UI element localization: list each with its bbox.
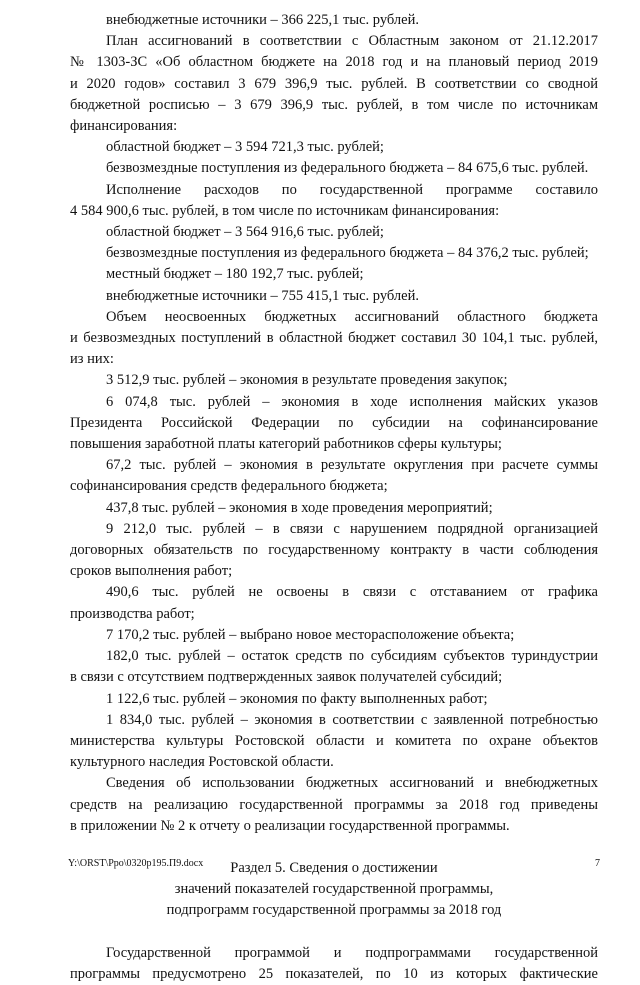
text-line: 182,0 тыс. рублей – остаток средств по субсидиям субъектов туриндустрии <box>106 648 598 665</box>
text-line: безвозмездные поступления из федерального бюджета – 84 376,2 тыс. рублей; <box>106 245 589 262</box>
text-line: финансирования: <box>70 118 178 135</box>
text-line: средств на реализацию государственной программы за 2018 год приведены <box>70 796 598 813</box>
text-line: местный бюджет – 180 192,7 тыс. рублей; <box>106 266 364 283</box>
text-line: и безвозмездных поступлений в областной бюджет составил 30 104,1 тыс. рублей, <box>70 330 598 347</box>
footer-file-path: Y:\ORST\Ppo\0320p195.П9.docx <box>68 858 204 869</box>
text-line: в связи с отсутствием подтвержденных заявок получателей субсидий; <box>70 669 503 686</box>
text-line: софинансирования средств федерального бюджета; <box>70 478 388 495</box>
text-line: № 1303-ЗС «Об областном бюджете на 2018 год и на плановый период 2019 <box>70 54 598 71</box>
document-page <box>70 10 598 985</box>
text-line: 3 512,9 тыс. рублей – экономия в результате проведения закупок; <box>106 372 508 389</box>
text-line: программы предусмотрено 25 показателей, по 10 из которых фактические <box>70 965 598 982</box>
text-line: внебюджетные источники – 366 225,1 тыс. рублей. <box>106 12 419 28</box>
text-line: договорных обязательств по государственному контракту в части соблюдения <box>70 542 598 559</box>
text-line: 9 212,0 тыс. рублей – в связи с нарушением подрядной организацией <box>106 520 598 537</box>
text-line: Президента Российской Федерации по субсидии на софинансирование <box>70 414 598 431</box>
text-line: внебюджетные источники – 755 415,1 тыс. рублей. <box>106 287 419 304</box>
text-line: Государственной программой и подпрограммами государственной <box>106 944 598 961</box>
text-line: повышения заработной платы категорий работников сферы культуры; <box>70 436 502 453</box>
text-line: План ассигнований в соответствии с Областным законом от 21.12.2017 <box>106 33 598 50</box>
text-line: 67,2 тыс. рублей – экономия в результате округления при расчете суммы <box>106 457 598 474</box>
text-line: областной бюджет – 3 564 916,6 тыс. рублей; <box>106 224 384 241</box>
blank-line <box>70 922 598 943</box>
text-line: областной бюджет – 3 594 721,3 тыс. рублей; <box>106 139 384 156</box>
footer-page-number: 7 <box>595 858 600 869</box>
text-line: 7 170,2 тыс. рублей – выбрано новое месторасположение объекта; <box>106 626 515 643</box>
text-line: в приложении № 2 к отчету о реализации государственной программы. <box>70 817 510 834</box>
text-line: 1 834,0 тыс. рублей – экономия в соответствии с заявленной потребностью <box>106 711 598 728</box>
section-title: Раздел 5. Сведения о достижении <box>230 859 438 876</box>
text-line: сроков выполнения работ; <box>70 563 233 580</box>
section-title: значений показателей государственной программы, <box>174 881 494 898</box>
blank-line <box>70 837 598 858</box>
section-title: подпрограмм государственной программы за 2018 год <box>166 902 502 919</box>
text-line: и 2020 годов» составил 3 679 396,9 тыс. рублей. В соответствии со сводной <box>70 75 598 92</box>
text-line: безвозмездные поступления из федерального бюджета – 84 675,6 тыс. рублей. <box>106 160 589 177</box>
text-line: из них: <box>70 351 114 368</box>
text-line: министерства культуры Ростовской области и комитета по охране объектов <box>70 732 598 749</box>
text-line: Исполнение расходов по государственной программе составило <box>106 181 598 198</box>
text-line: 437,8 тыс. рублей – экономия в ходе проведения мероприятий; <box>106 499 493 516</box>
text-line: производства работ; <box>70 605 195 622</box>
text-line: культурного наследия Ростовской области. <box>70 754 334 771</box>
text-line: бюджетной росписью – 3 679 396,9 тыс. рублей, в том числе по источникам <box>70 96 598 113</box>
text-line: 4 584 900,6 тыс. рублей, в том числе по источникам финансирования: <box>70 202 500 219</box>
text-line: Сведения об использовании бюджетных ассигнований и внебюджетных <box>106 775 598 792</box>
text-line: 490,6 тыс. рублей не освоены в связи с отставанием от графика <box>106 584 598 601</box>
text-line: 1 122,6 тыс. рублей – экономия по факту выполненных работ; <box>106 690 488 707</box>
text-line: 6 074,8 тыс. рублей – экономия в ходе исполнения майских указов <box>106 393 598 410</box>
text-line: Объем неосвоенных бюджетных ассигнований областного бюджета <box>106 308 598 325</box>
